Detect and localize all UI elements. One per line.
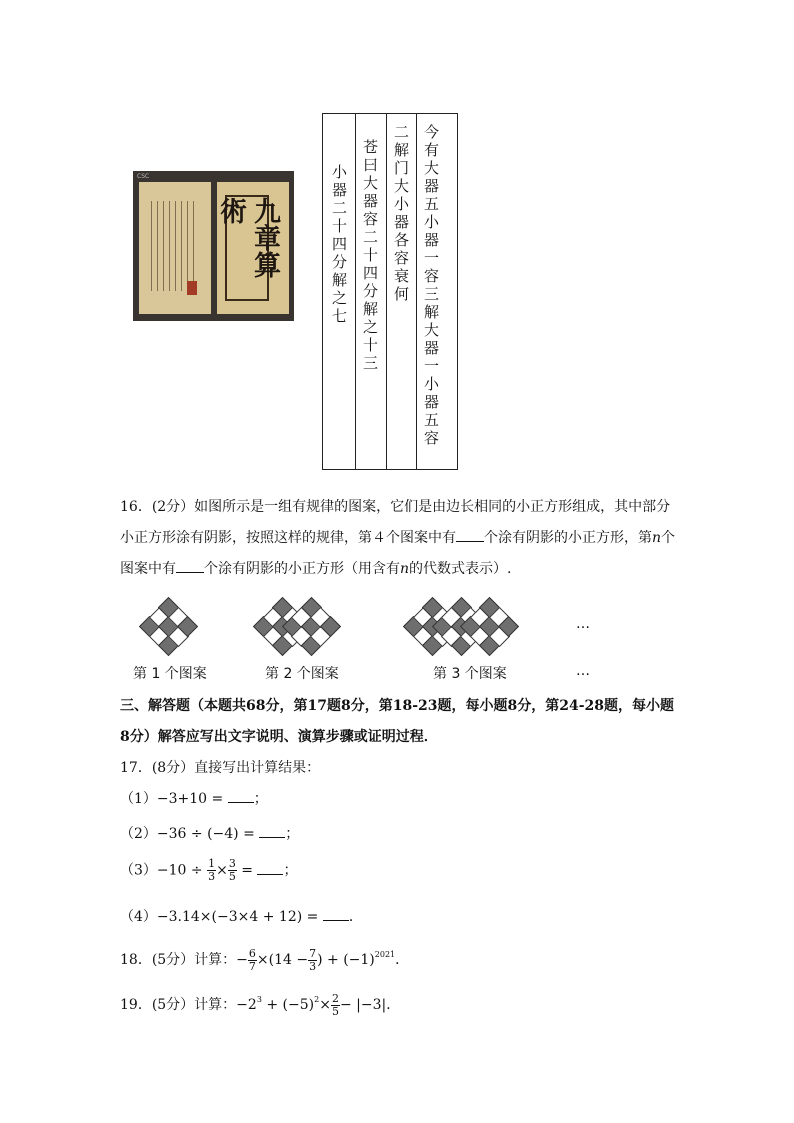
q19: 19．(5分）计算：$-2^3 + (-5)^2\times$ $\frac{2}{5}$ − |−3|． (120, 991, 401, 1018)
answer-blank (456, 529, 484, 542)
q17-part-1: （1）−3+10 = ； (120, 791, 268, 807)
book-tag: CSC (137, 173, 150, 180)
section-3-heading: 三、解答题（本题共68分，第17题8分，第18-23题，每小题8分，第24-28题，每小题 (120, 698, 674, 714)
q17-part-4: （4）−3.14×(−3×4 + 12) = ． (120, 909, 363, 925)
q16-line-3: 图案中有 个涂有阴影的小正方形（用含有n的代数式表示）. (120, 561, 512, 577)
fraction: $\frac{3}{5}$ (228, 857, 236, 883)
book-text-columns (151, 201, 199, 291)
q17-part-2: （2）−36 ÷ (−4) = ； (120, 826, 300, 842)
answer-blank (257, 862, 283, 875)
q17-part-3: （3）−10 ÷ $\frac{1}{3}$ × $\frac{3}{5}$ = ； (120, 857, 298, 883)
answer-blank (176, 560, 204, 573)
vertical-column-4: 小器二十四分解之七 (330, 164, 348, 326)
column-divider (386, 114, 387, 469)
answer-blank (259, 825, 285, 838)
pattern-3 (404, 598, 538, 658)
vertical-column-1: 今有大器五小器一容三解大器一小器五容 (422, 124, 440, 448)
pattern-1 (140, 598, 200, 658)
pattern-1-label: 第 1 个图案 (133, 666, 207, 682)
q16-line-1: 16．(2分）如图所示是一组有规律的图案，它们是由边长相同的小正方形组成，其中部分 (120, 499, 671, 515)
q18: 18．(5分）计算：− $\frac{6}{7}$ ×(14 − $\frac{7}{3}$ ) + $(-1)^{2021}$． (120, 946, 410, 973)
pattern-3-label: 第 3 个图案 (433, 666, 507, 682)
fraction: $\frac{1}{3}$ (208, 857, 216, 883)
book-seal (187, 281, 197, 295)
book-title: 九章算術 (225, 195, 269, 301)
answer-blank (228, 790, 254, 803)
vertical-column-3: 苍曰大器容二十四分解之十三 (361, 139, 379, 373)
fraction: $\frac{2}{5}$ (331, 991, 339, 1018)
pattern-2-label: 第 2 个图案 (265, 666, 339, 682)
book-photo (133, 171, 294, 321)
fraction: $\frac{7}{3}$ (309, 946, 317, 973)
pattern-2 (254, 598, 350, 658)
pattern-ellipsis: … (576, 616, 590, 632)
q16-line-2: 小正方形涂有阴影，按照这样的规律，第４个图案中有 个涂有阴影的小正方形，第n个 (120, 530, 676, 546)
vertical-column-2: 二解门大小器各容衰何 (392, 124, 410, 304)
vertical-text-table (322, 113, 458, 470)
fraction: $\frac{6}{7}$ (248, 946, 256, 973)
answer-blank (323, 908, 349, 921)
label-ellipsis: … (576, 663, 590, 679)
section-3-instructions: 8分）解答应写出文字说明、演算步骤或证明过程． (120, 729, 438, 745)
q17-title: 17．(8分）直接写出计算结果： (120, 760, 321, 776)
column-divider (355, 114, 356, 469)
column-divider (416, 114, 417, 469)
